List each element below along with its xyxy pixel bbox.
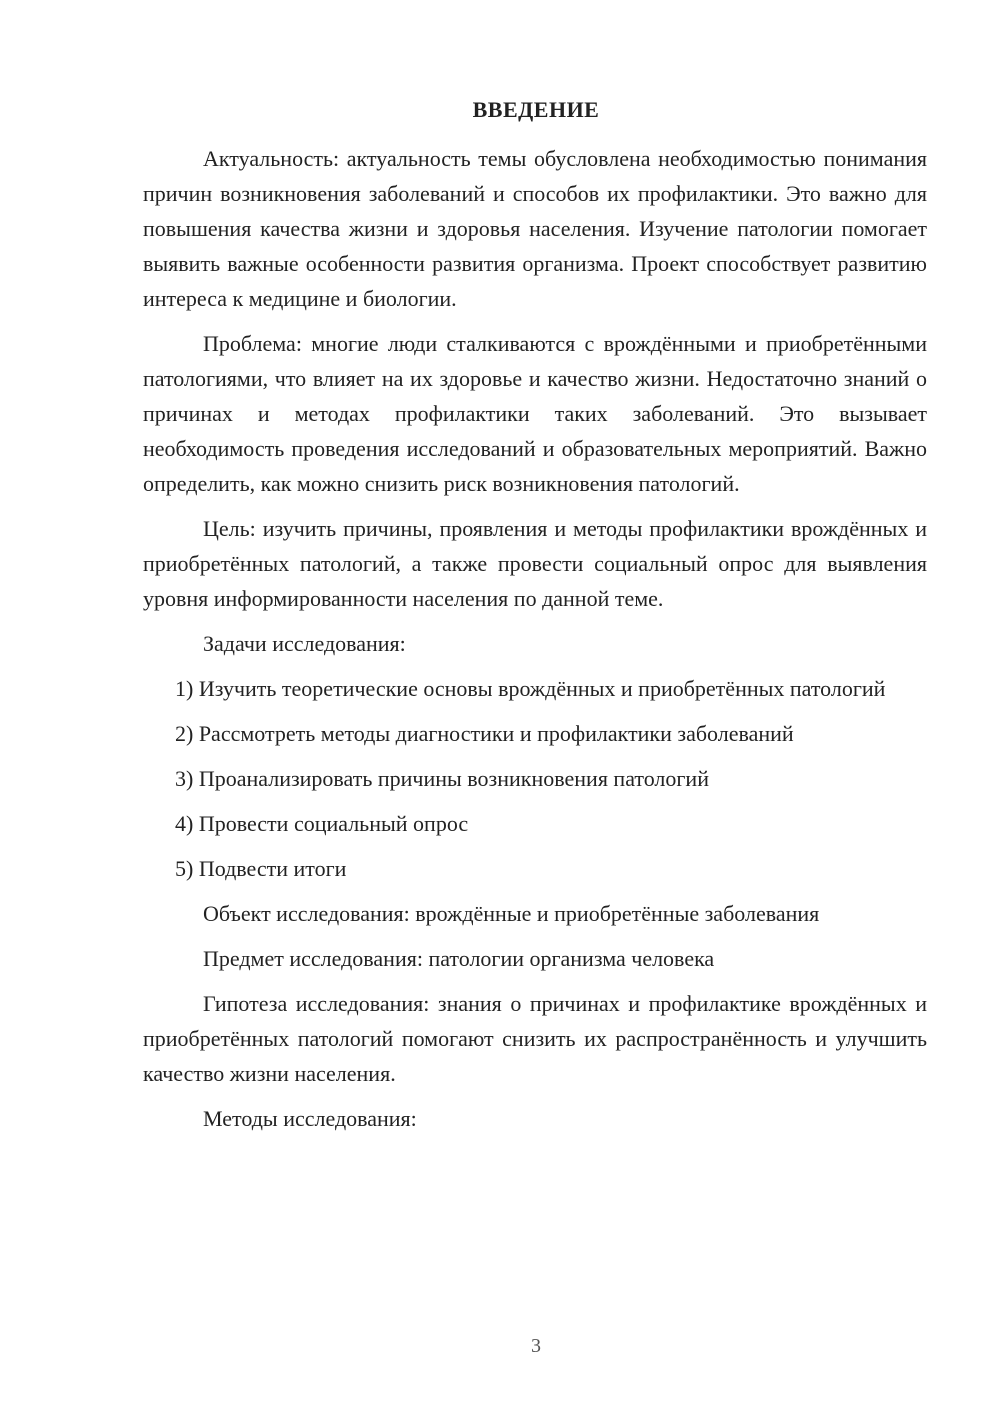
relevance-paragraph: Актуальность: актуальность темы обусловлена необходимостью понимания причин возникновения заболеваний и способов их профилактики. Это важно для повышения качества жизни и здоровья населения. Изучение патологии помогает выявить важные особенности развития организма. Проект способствует развитию интереса к медицине и биологии. — [143, 146, 927, 311]
task-item-4: 4) Провести социальный опрос — [175, 811, 469, 836]
subject-paragraph: Предмет исследования: патологии организма человека — [203, 946, 715, 971]
task-item-2: 2) Рассмотреть методы диагностики и профилактики заболеваний — [175, 721, 794, 746]
task-item-1: 1) Изучить теоретические основы врождённых и приобретённых патологий — [175, 676, 886, 701]
task-item-5: 5) Подвести итоги — [175, 856, 347, 881]
document-body — [143, 141, 927, 1136]
page-number: 3 — [531, 1335, 541, 1357]
object-paragraph: Объект исследования: врождённые и приобретённые заболевания — [203, 901, 820, 926]
page-title: ВВЕДЕНИЕ — [472, 97, 600, 122]
tasks-title: Задачи исследования: — [203, 631, 406, 656]
hypothesis-paragraph: Гипотеза исследования: знания о причинах и профилактике врождённых и приобретённых патологий помогают снизить их распространённость и улучшить качество жизни населения. — [143, 991, 927, 1086]
problem-paragraph: Проблема: многие люди сталкиваются с врождёнными и приобретёнными патологиями, что влияет на их здоровье и качество жизни. Недостаточно знаний о причинах и методах профилактики таких заболеваний. Это вызывает необходимость проведения исследований и образовательных мероприятий. Важно определить, как можно снизить риск возникновения патологий. — [143, 331, 927, 496]
task-item-3: 3) Проанализировать причины возникновения патологий — [175, 766, 709, 791]
goal-paragraph: Цель: изучить причины, проявления и методы профилактики врождённых и приобретённых патологий, а также провести социальный опрос для выявления уровня информированности населения по данной теме. — [143, 516, 927, 611]
methods-title: Методы исследования: — [203, 1106, 417, 1131]
